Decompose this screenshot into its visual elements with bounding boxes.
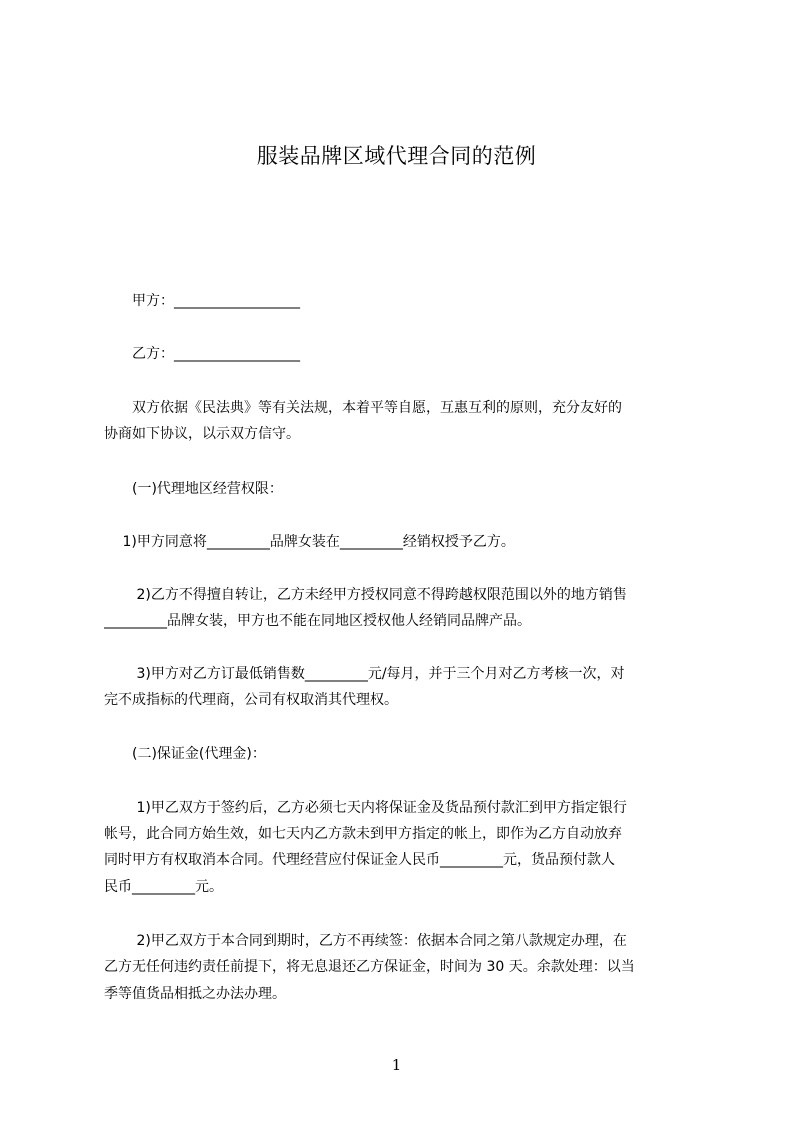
clause-2-2-line-2: 乙方无任何违约责任前提下，将无息退还乙方保证金，时间为 30 天。余款处理：以当: [104, 959, 635, 975]
party-a-line: 甲方：__________________: [104, 293, 300, 309]
page-number: 1: [391, 1056, 402, 1074]
clause-1-1: 1)甲方同意将_________品牌女装在_________经销权授予乙方。: [104, 534, 515, 550]
clause-2-1-line-3: 同时甲方有权取消本合同。代理经营应付保证金人民币_________元，货品预付款人: [104, 852, 615, 868]
clause-1-2-line-1: 2)乙方不得擅自转让，乙方未经甲方授权同意不得跨越权限范围以外的地方销售: [104, 587, 627, 603]
document-title: 服装品牌区域代理合同的范例: [256, 144, 537, 168]
clause-1-3-line-1: 3)甲方对乙方订最低销售数_________元/每月，并于三个月对乙方考核一次，对: [104, 666, 625, 682]
clause-2-1-line-1: 1)甲乙双方于签约后，乙方必须七天内将保证金及货品预付款汇到甲方指定银行: [104, 800, 627, 816]
clause-2-1-line-2: 帐号，此合同方始生效，如七天内乙方款未到甲方指定的帐上，即作为乙方自动放弃: [104, 826, 622, 842]
clause-2-1-line-4: 民币_________元。: [104, 879, 223, 895]
intro-paragraph-line-2: 协商如下协议，以示双方信守。: [104, 426, 300, 442]
section-1-heading: (一)代理地区经营权限：: [104, 481, 283, 497]
party-b-line: 乙方：__________________: [104, 346, 300, 362]
clause-1-2-line-2: _________品牌女装，甲方也不能在同地区授权他人经销同品牌产品。: [104, 613, 531, 629]
clause-2-2-line-1: 2)甲乙双方于本合同到期时，乙方不再续签：依据本合同之第八款规定办理，在: [104, 933, 627, 949]
intro-paragraph-line-1: 双方依据《民法典》等有关法规，本着平等自愿，互惠互利的原则，充分友好的: [104, 400, 622, 416]
clause-1-3-line-2: 完不成指标的代理商，公司有权取消其代理权。: [104, 692, 398, 708]
section-2-heading: (二)保证金(代理金)：: [104, 746, 266, 762]
clause-2-2-line-3: 季等值货品相抵之办法办理。: [104, 986, 286, 1002]
